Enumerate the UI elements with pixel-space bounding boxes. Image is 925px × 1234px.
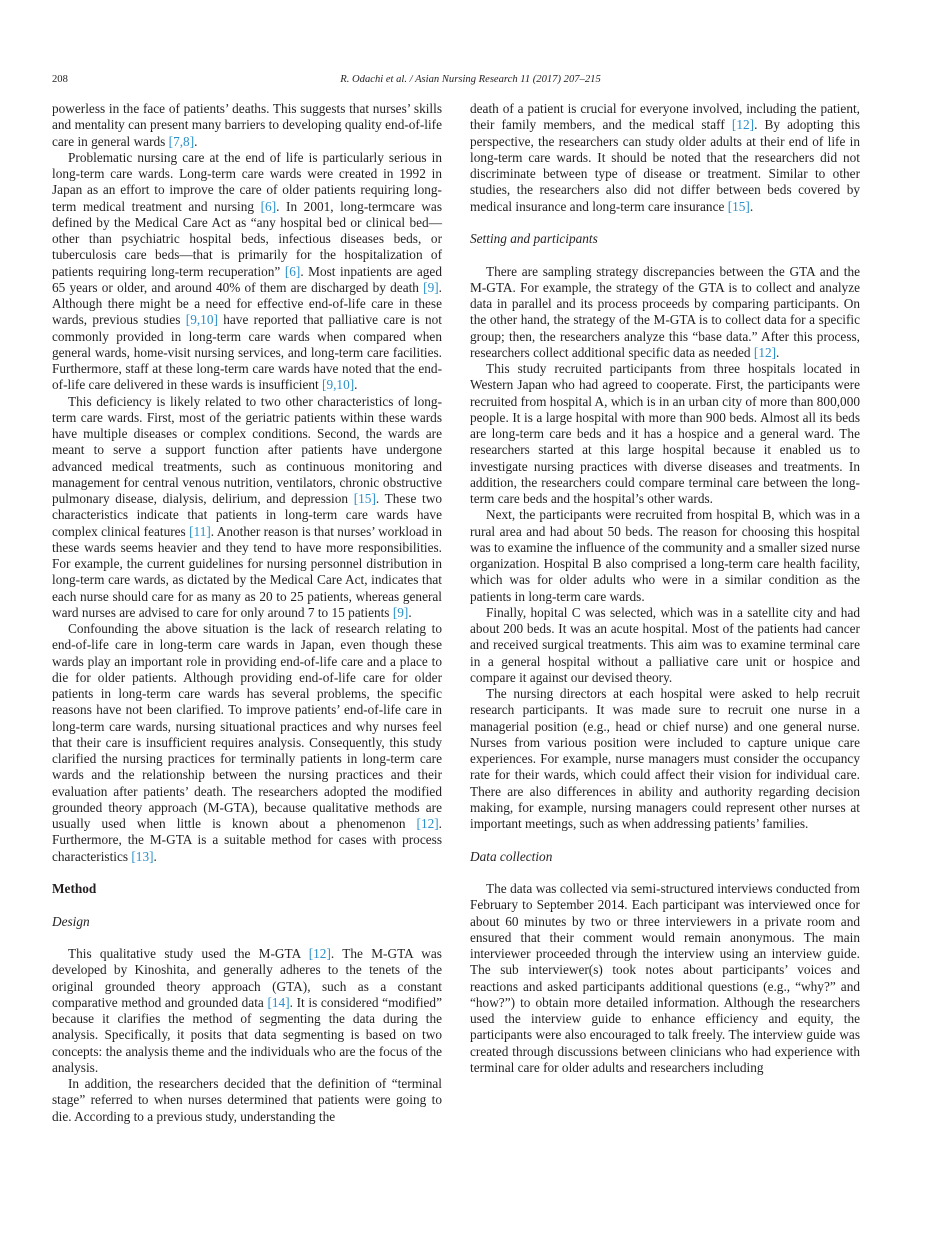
citation-link[interactable]: [11] (189, 523, 211, 539)
paragraph: This study recruited participants from three hospitals located in Western Japan who had agreed to cooperate. First, the participants were recruited from hospital A, which is in an urban city of more than 800,000 people. It is a large hospital with more than 900 beds. Almost all its beds are long-term care beds and it has a hospice and a general ward. The researchers started at this large hospital because it enabled us to investigate nursing practices with diverse diseases and treatments. In addition, the researchers could compare terminal care between the long-term care beds and the hospital’s other wards. (470, 361, 860, 506)
citation-link[interactable]: [9] (423, 279, 439, 295)
citation-link[interactable]: [12] (753, 344, 777, 360)
citation-link[interactable]: [15] (727, 198, 750, 214)
journal-citation-line: R. Odachi et al. / Asian Nursing Research 11 (2017) 207–215 (340, 74, 601, 85)
citation-link[interactable]: [6] (284, 263, 301, 279)
subsection-heading-data-collection: Data collection (470, 848, 553, 864)
paragraph: powerless in the face of patients’ deaths. This suggests that nurses’ skills and mentality can present many barriers to developing quality end-of-life care in general wards [7,8]. (52, 101, 442, 149)
citation-link[interactable]: [14] (267, 994, 290, 1010)
citation-link[interactable]: [6] (260, 198, 277, 214)
citation-link[interactable]: [12] (731, 117, 755, 133)
right-column (470, 101, 860, 1076)
page-number: 208 (52, 74, 68, 85)
paragraph: death of a patient is crucial for everyone involved, including the patient, their family members, and the medical staff [12]. By adopting this perspective, the researchers can study older adults at their end of life in long-term care wards. It should be noted that the researchers did not discriminate between type of disease or treatment. Similar to other studies, the researchers also did not differ between beds covered by medical insurance and long-term care insurance [15]. (470, 101, 861, 214)
paragraph: This qualitative study used the M-GTA [12]. The M-GTA was developed by Kinoshita, and generally adheres to the tenets of the original grounded theory approach (GTA), such as a constant comparative method and grounded data [14]. It is considered “modified” because it clarifies the method of segmenting the data during the analysis. Specifically, it posits that data segmenting is based on two concepts: the analysis theme and the individuals who are the focus of the analysis. (52, 946, 442, 1075)
section-heading-method: Method (52, 881, 97, 896)
citation-link[interactable]: [12] (308, 946, 331, 961)
citation-link[interactable]: [13] (131, 848, 154, 864)
paragraph: Problematic nursing care at the end of life is particularly serious in long-term care wards. Long-term care wards were created in 1992 in Japan as an effort to improve the care of older patients requiring long-term medical treatment and nursing [6]. In 2001, long-termcare was defined by the Medical Care Act as “any hospital bed or clinical bed—other than psychiatric hospital beds, infectious diseases beds, or tuberculosis care beds—that is primarily for the hospitalization of patients requiring long-term recuperation” [6]. Most inpatients are aged 65 years or older, and around 40% of them are discharged by death [9]. Although there might be a need for effective end-of-life care in these wards, previous studies [9,10] have reported that palliative care is not commonly provided in long-term care wards when compared when general wards, home-visit nursing services, and long-term care facilities. Furthermore, staff at these long-term care wards have noted that the end-of-life care delivered in these wards is insufficient [9,10]. (52, 149, 442, 393)
paragraph: There are sampling strategy discrepancies between the GTA and the M-GTA. For example, the strategy of the GTA is to collect and analyze data in parallel and its process proceeds by comparing participants. On the other hand, the strategy of the M-GTA is to collect data for a specific group; then, the researchers analyze this “base data.” After this process, researchers collect additional specific data as needed [12]. (470, 263, 860, 360)
subsection-heading-design: Design (52, 913, 90, 929)
citation-link[interactable]: [9] (392, 604, 409, 620)
paragraph: The data was collected via semi-structured interviews conducted from February to September 2014. Each participant was interviewed once for about 60 minutes by two or three interviewers in a private room and ensured that their comment would remain anonymous. The main interviewer proceeded through the interview using an interview guide. The sub interviewer(s) took notes about participants’ voices and reactions and asked participants additional questions (e.g., “why?” and “how?”) to obtain more detailed information. Although the researchers used the interview guide to enhance efficiency and equity, the participants were also encouraged to talk freely. The interview guide was created through discussions between clinicians who had experience with terminal care for older adults and researchers including (470, 881, 860, 1075)
paragraph: Next, the participants were recruited from hospital B, which was in a rural area and had about 50 beds. The reason for choosing this hospital was to examine the influence of the community and a smaller sized nurse organization. Hospital B also comprised a long-term care health facility, which was for older adults who were in a similar condition as the patients in long-term care wards. (470, 507, 860, 604)
citation-link[interactable]: [12] (416, 816, 439, 831)
citation-link[interactable]: [7,8] (168, 133, 195, 149)
running-header (52, 72, 889, 88)
paragraph: In addition, the researchers decided that the definition of “terminal stage” referred to when nurses determined that patients were going to die. According to a previous study, understanding the (52, 1076, 442, 1124)
subsection-heading-setting: Setting and participants (470, 231, 598, 246)
paragraph: The nursing directors at each hospital were asked to help recruit research participants. It was made sure to recruit one nurse in a managerial position (e.g., head or chief nurse) and one general nurse. Nurses from various position were included to capture unique care experiences. For example, nurse managers must consider the occupancy rate for their wards, which could affect their vision for individual care. There are also differences in ability and authority regarding decision making, for example, nursing managers could represent other nurses at important meetings, such as when addressing patients’ families. (470, 686, 860, 831)
paragraph: This deficiency is likely related to two other characteristics of long-term care wards. First, most of the geriatric patients within these wards have multiple diseases or complex conditions. Second, the wards are meant to serve a support function after patients have undergone advanced medical treatments, such as continuous monitoring and management for central venous nutrition, ventilators, chronic obstructive pulmonary disease, dialysis, delirium, and depression [15]. These two characteristics indicate that patients in long-term care wards have complex clinical features [11]. Another reason is that nurses’ workload in these wards seems heavier and they tend to have more responsibilities. For example, the current guidelines for nursing personnel distribution in long-term care wards, as dictated by the Medical Care Act, indicates that each nurse should care for as many as 20 to 25 patients, whereas general ward nurses are advised to care for only around 7 to 15 patients [9]. (52, 393, 442, 620)
citation-link[interactable]: [9,10] (322, 377, 355, 393)
paragraph: Confounding the above situation is the lack of research relating to end-of-life care in long-term care wards in Japan, even though these wards play an important role in providing end-of-life care and a place to die for older patients. Although providing end-of-life care for older patients in long-term care wards has several problems, the specific reasons have not been clarified. To improve patients’ end-of-life care in long-term care wards, nursing situational practices and why nurses feel that their care is insufficient requires analysis. Consequently, this study clarified the nursing practices for terminally patients in long-term care wards and the relationship between the nursing practices and their evaluation after patients’ death. The researchers adopted the modified grounded theory approach (M-GTA), because qualitative methods are usually used when little is known about a phenomenon [12]. Furthermore, the M-GTA is a suitable method for cases with process characteristics [13]. (52, 621, 442, 864)
left-column (52, 101, 442, 1125)
citation-link[interactable]: [9,10] (185, 312, 218, 328)
paragraph: Finally, hopital C was selected, which was in a satellite city and had about 200 beds. It was an acute hospital. Most of the patients had cancer and received surgical treatments. This aim was to examine terminal care in a general hospital without a palliative care unit or hospice and compare it against our devised theory. (470, 604, 860, 685)
citation-link[interactable]: [15] (353, 491, 376, 506)
